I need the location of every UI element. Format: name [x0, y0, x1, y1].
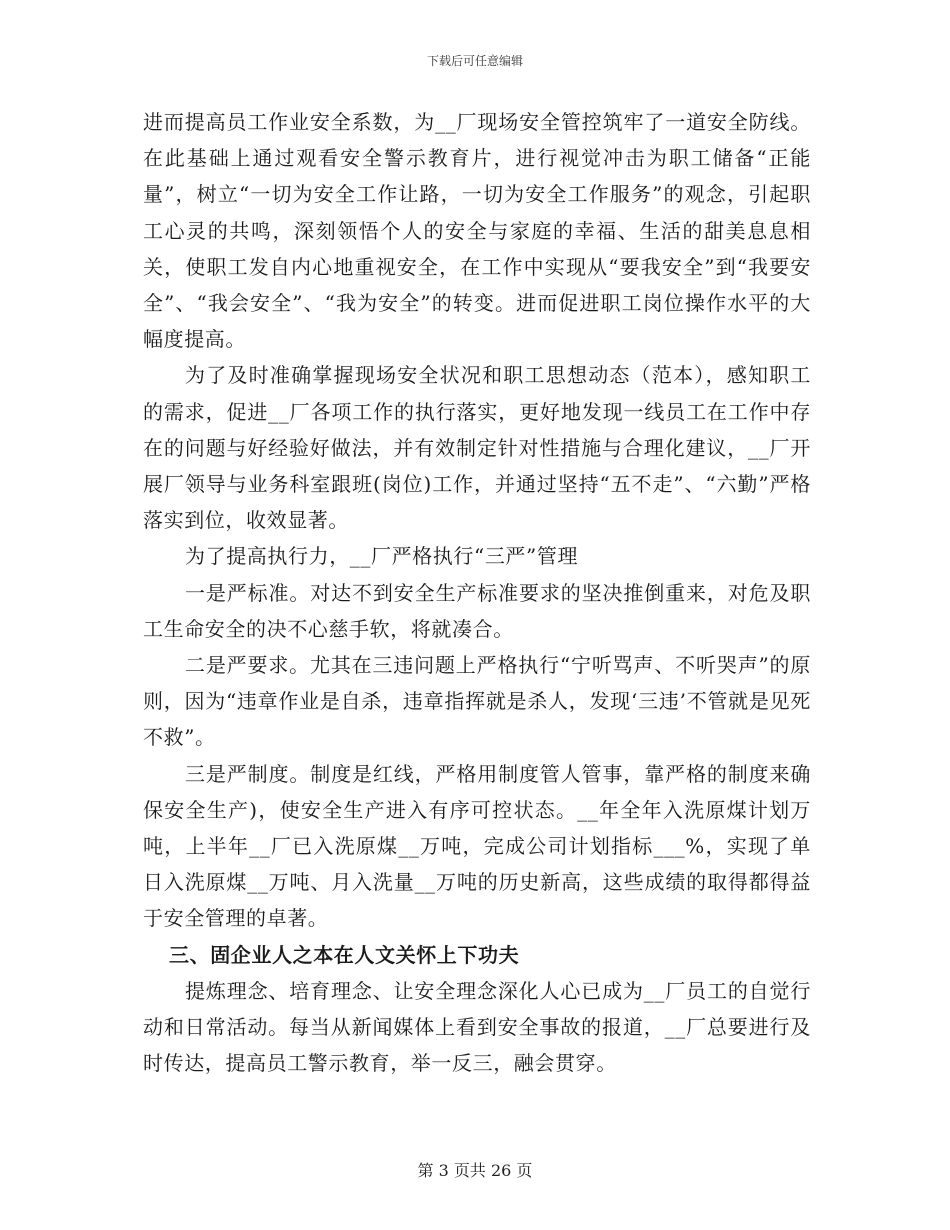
paragraph-2: 为了及时准确掌握现场安全状况和职工思想动态（范本），感知职工的需求，促进__厂各项工作的执行落实，更好地发现一线员工在工作中存在的问题与好经验好做法，并有效制定针对性措施与合理化建议，__厂开展厂领导与业务科室跟班(岗位)工作，并通过坚持“五不走”、“六勤”严格落实到位，收效显著。 — [143, 363, 811, 533]
page-header: 下载后可任意编辑 — [426, 54, 523, 68]
section-heading: 三、固企业人之本在人文关怀上下功夫 — [169, 942, 520, 967]
page-footer: 第 3 页共 26 页 — [417, 1161, 533, 1180]
paragraph-3: 为了提高执行力，__厂严格执行“三严”管理 — [185, 544, 579, 569]
paragraph-6: 三是严制度。制度是红线，严格用制度管人管事，靠严格的制度来确保安全生产)，使安全生产进入有序可控状态。__年全年入洗原煤计划万吨，上半年__厂已入洗原煤__万吨，完成公司计划指标___%，实现了单日入洗原煤__万吨、月入洗量__万吨的历史新高，这些成绩的取得都得益于安全管理的卓著。 — [143, 761, 811, 931]
paragraph-1: 进而提高员工作业安全系数，为__厂现场安全管控筑牢了一道安全防线。在此基础上通过观看安全警示教育片，进行视觉冲击为职工储备“正能量”，树立“一切为安全工作让路，一切为安全工作服务”的观念，引起职工心灵的共鸣，深刻领悟个人的安全与家庭的幸福、生活的甜美息息相关，使职工发自内心地重视安全，在工作中实现从“要我安全”到“我要安全”、“我会安全”、“我为安全”的转变。进而促进职工岗位操作水平的大幅度提高。 — [143, 110, 811, 352]
paragraph-4: 一是严标准。对达不到安全生产标准要求的坚决推倒重来，对危及职工生命安全的决不心慈手软，将就凑合。 — [143, 580, 811, 641]
page-body — [143, 104, 811, 1081]
paragraph-7: 提炼理念、培育理念、让安全理念深化人心已成为__厂员工的自觉行动和日常活动。每当从新闻媒体上看到安全事故的报道，__厂总要进行及时传达，提高员工警示教育，举一反三，融会贯穿。 — [143, 978, 811, 1076]
paragraph-5: 二是严要求。尤其在三违问题上严格执行“宁听骂声、不听哭声”的原则，因为“违章作业是自杀，违章指挥就是杀人，发现‘三违’不管就是见死不救”。 — [143, 653, 811, 750]
